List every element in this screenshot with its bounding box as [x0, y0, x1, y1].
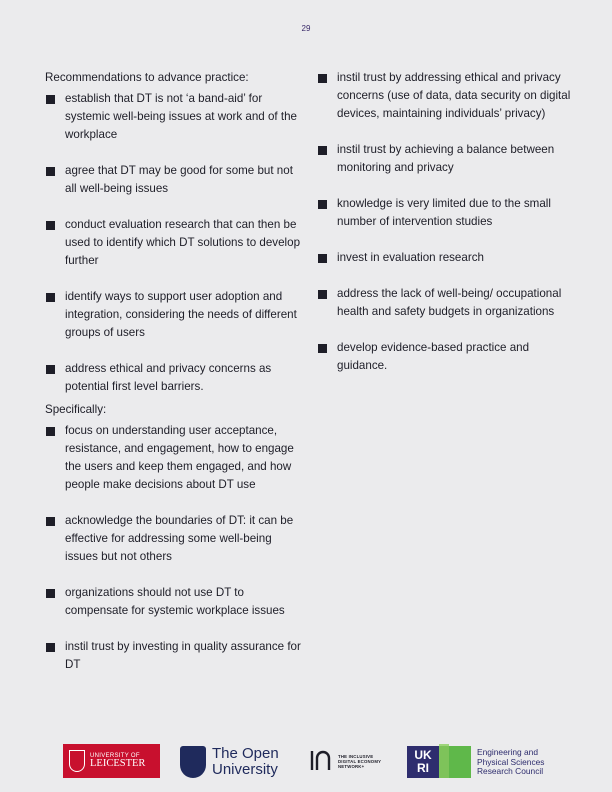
list-item: invest in evaluation research — [317, 249, 577, 267]
list-item: address the lack of well-being/ occupational health and safety budgets in organizations — [317, 285, 577, 321]
epsrc-logo-text — [477, 748, 577, 777]
ukri-logo — [407, 744, 471, 778]
specifically-heading: Specifically: — [45, 403, 107, 416]
inclusive-logo-line1: THE INCLUSIVE — [338, 753, 374, 759]
inclusive-network-mark-icon — [308, 748, 334, 774]
partner-logos — [0, 740, 612, 784]
list-item: instil trust by addressing ethical and privacy concerns (use of data, data security on digital devices, maintaining individuals’ privacy) — [317, 69, 577, 123]
open-university-line1: The Open — [212, 745, 279, 762]
list-item: identify ways to support user adoption and integration, considering the needs of different groups of users — [45, 288, 303, 342]
open-university-line2: University — [212, 761, 278, 778]
list-item: agree that DT may be good for some but not all well-being issues — [45, 162, 303, 198]
leicester-logo-line1: UNIVERSITY OF — [90, 752, 140, 759]
list-item: knowledge is very limited due to the small number of intervention studies — [317, 195, 577, 231]
bullet-square-icon — [46, 517, 55, 526]
list-item: acknowledge the boundaries of DT: it can be effective for addressing some well-being issues but not others — [45, 512, 303, 566]
list-item: instil trust by investing in quality assurance for DT — [45, 638, 303, 674]
recommendations-list-continued — [317, 69, 577, 375]
recommendations-heading: Recommendations to advance practice: — [45, 71, 249, 84]
recommendations-list — [45, 90, 303, 396]
ukri-text-top: UK — [414, 748, 432, 762]
open-university-logo — [180, 743, 290, 781]
bullet-square-icon — [46, 167, 55, 176]
specifics-list — [45, 422, 303, 674]
page-number: 29 — [301, 24, 311, 33]
leicester-logo-line2: LEICESTER — [90, 757, 146, 769]
bullet-square-icon — [46, 293, 55, 302]
ukri-text-bottom: RI — [417, 761, 429, 775]
list-item: instil trust by achieving a balance between monitoring and privacy — [317, 141, 577, 177]
inclusive-logo-line2: DIGITAL ECONOMY — [338, 758, 382, 764]
bullet-square-icon — [318, 200, 327, 209]
bullet-square-icon — [318, 254, 327, 263]
bullet-square-icon — [46, 221, 55, 230]
epsrc-line3: Research Council — [477, 766, 544, 777]
inclusive-digital-economy-network-logo — [308, 746, 394, 776]
list-item: develop evidence-based practice and guidance. — [317, 339, 577, 375]
right-column — [317, 69, 577, 393]
bullet-square-icon — [46, 427, 55, 436]
bullet-square-icon — [318, 74, 327, 83]
bullet-square-icon — [46, 643, 55, 652]
leicester-crest-icon — [69, 750, 85, 772]
bullet-square-icon — [46, 365, 55, 374]
bullet-square-icon — [318, 290, 327, 299]
list-item: focus on understanding user acceptance, resistance, and engagement, how to engage the users and keep them engaged, and how people make decisions about DT use — [45, 422, 303, 494]
bullet-square-icon — [318, 146, 327, 155]
list-item: establish that DT is not ‘a band-aid’ for systemic well-being issues at work and of the workplace — [45, 90, 303, 144]
list-item: organizations should not use DT to compensate for systemic workplace issues — [45, 584, 303, 620]
inclusive-logo-line3: NETWORK+ — [338, 763, 365, 769]
list-item: address ethical and privacy concerns as potential first level barriers. — [45, 360, 303, 396]
epsrc-line2: Physical Sciences — [477, 756, 545, 767]
bullet-square-icon — [46, 95, 55, 104]
epsrc-line1: Engineering and — [477, 747, 539, 757]
left-column — [45, 69, 303, 692]
list-item: conduct evaluation research that can then be used to identify which DT solutions to develop further — [45, 216, 303, 270]
open-university-shield-icon — [180, 746, 206, 778]
university-of-leicester-logo — [63, 744, 160, 778]
bullet-square-icon — [318, 344, 327, 353]
bullet-square-icon — [46, 589, 55, 598]
